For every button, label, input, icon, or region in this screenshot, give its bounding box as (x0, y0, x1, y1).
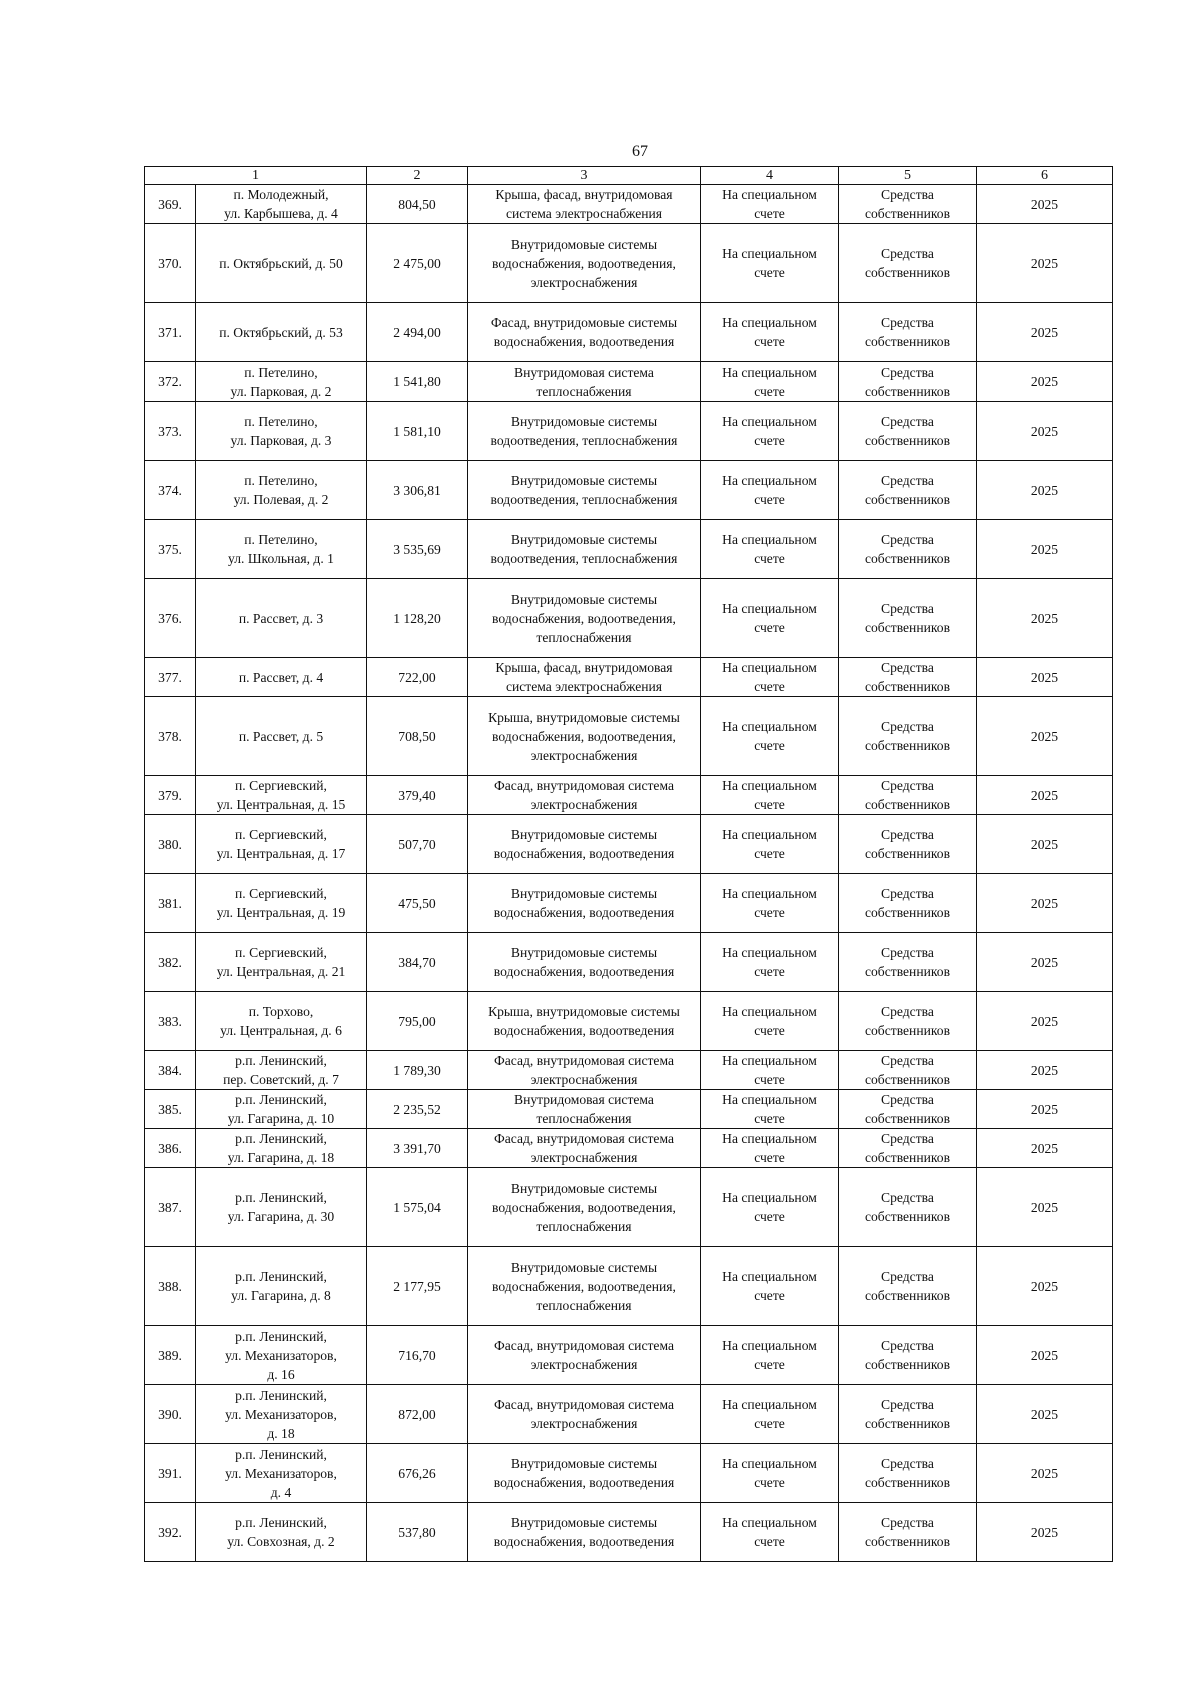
row-number-cell: 370. (145, 224, 196, 303)
account-cell: На специальном счете (701, 224, 839, 303)
account-cell: На специальном счете (701, 461, 839, 520)
funding-source-cell: Средства собственников (839, 185, 977, 224)
work-type-cell: Внутридомовая система теплоснабжения (468, 1090, 701, 1129)
table-row (145, 874, 1113, 933)
area-cell: 804,50 (367, 185, 468, 224)
column-header: 1 (145, 167, 367, 185)
work-type-cell: Внутридомовая система теплоснабжения (468, 362, 701, 402)
year-cell: 2025 (977, 992, 1113, 1051)
table-row (145, 658, 1113, 697)
year-cell: 2025 (977, 461, 1113, 520)
account-cell: На специальном счете (701, 1503, 839, 1562)
address-cell: п. Сергиевский, ул. Центральная, д. 17 (196, 815, 367, 874)
area-cell: 507,70 (367, 815, 468, 874)
address-cell: п. Молодежный, ул. Карбышева, д. 4 (196, 185, 367, 224)
column-header: 6 (977, 167, 1113, 185)
area-cell: 379,40 (367, 776, 468, 815)
address-cell: п. Петелино, ул. Школьная, д. 1 (196, 520, 367, 579)
work-type-cell: Внутридомовые системы водоснабжения, водоотведения, электроснабжения (468, 224, 701, 303)
address-cell: р.п. Ленинский, ул. Механизаторов, д. 4 (196, 1444, 367, 1503)
year-cell: 2025 (977, 697, 1113, 776)
row-number-cell: 381. (145, 874, 196, 933)
funding-source-cell: Средства собственников (839, 1503, 977, 1562)
work-type-cell: Внутридомовые системы водоснабжения, водоотведения (468, 874, 701, 933)
work-type-cell: Внутридомовые системы водоснабжения, водоотведения (468, 1444, 701, 1503)
row-number-cell: 391. (145, 1444, 196, 1503)
funding-source-cell: Средства собственников (839, 402, 977, 461)
row-number-cell: 382. (145, 933, 196, 992)
account-cell: На специальном счете (701, 658, 839, 697)
work-type-cell: Внутридомовые системы водоотведения, теплоснабжения (468, 402, 701, 461)
area-cell: 795,00 (367, 992, 468, 1051)
page-number: 67 (632, 143, 648, 160)
funding-source-cell: Средства собственников (839, 1129, 977, 1168)
funding-source-cell: Средства собственников (839, 579, 977, 658)
address-cell: р.п. Ленинский, ул. Гагарина, д. 30 (196, 1168, 367, 1247)
table-row (145, 362, 1113, 402)
account-cell: На специальном счете (701, 520, 839, 579)
area-cell: 1 581,10 (367, 402, 468, 461)
area-cell: 537,80 (367, 1503, 468, 1562)
year-cell: 2025 (977, 1247, 1113, 1326)
account-cell: На специальном счете (701, 303, 839, 362)
funding-source-cell: Средства собственников (839, 1051, 977, 1090)
work-type-cell: Фасад, внутридомовая система электроснабжения (468, 1129, 701, 1168)
address-cell: р.п. Ленинский, ул. Гагарина, д. 10 (196, 1090, 367, 1129)
table-body (145, 185, 1113, 1562)
account-cell: На специальном счете (701, 776, 839, 815)
row-number-cell: 378. (145, 697, 196, 776)
account-cell: На специальном счете (701, 1326, 839, 1385)
year-cell: 2025 (977, 1326, 1113, 1385)
work-type-cell: Внутридомовые системы водоснабжения, водоотведения (468, 815, 701, 874)
work-type-cell: Фасад, внутридомовые системы водоснабжения, водоотведения (468, 303, 701, 362)
area-cell: 1 789,30 (367, 1051, 468, 1090)
work-type-cell: Фасад, внутридомовая система электроснабжения (468, 1326, 701, 1385)
work-type-cell: Внутридомовые системы водоснабжения, водоотведения, теплоснабжения (468, 579, 701, 658)
area-cell: 716,70 (367, 1326, 468, 1385)
year-cell: 2025 (977, 933, 1113, 992)
year-cell: 2025 (977, 520, 1113, 579)
table-row (145, 1090, 1113, 1129)
row-number-cell: 376. (145, 579, 196, 658)
work-type-cell: Крыша, внутридомовые системы водоснабжения, водоотведения, электроснабжения (468, 697, 701, 776)
account-cell: На специальном счете (701, 1051, 839, 1090)
year-cell: 2025 (977, 1503, 1113, 1562)
area-cell: 3 535,69 (367, 520, 468, 579)
address-cell: п. Рассвет, д. 3 (196, 579, 367, 658)
header-row (145, 167, 1113, 185)
work-type-cell: Внутридомовые системы водоснабжения, водоотведения, теплоснабжения (468, 1168, 701, 1247)
address-cell: р.п. Ленинский, пер. Советский, д. 7 (196, 1051, 367, 1090)
funding-source-cell: Средства собственников (839, 658, 977, 697)
table-row (145, 933, 1113, 992)
funding-source-cell: Средства собственников (839, 461, 977, 520)
address-cell: п. Сергиевский, ул. Центральная, д. 19 (196, 874, 367, 933)
address-cell: п. Октябрьский, д. 50 (196, 224, 367, 303)
address-cell: п. Октябрьский, д. 53 (196, 303, 367, 362)
work-type-cell: Крыша, фасад, внутридомовая система электроснабжения (468, 658, 701, 697)
year-cell: 2025 (977, 776, 1113, 815)
table-row (145, 224, 1113, 303)
funding-source-cell: Средства собственников (839, 362, 977, 402)
account-cell: На специальном счете (701, 402, 839, 461)
row-number-cell: 377. (145, 658, 196, 697)
area-cell: 1 575,04 (367, 1168, 468, 1247)
address-cell: р.п. Ленинский, ул. Механизаторов, д. 18 (196, 1385, 367, 1444)
row-number-cell: 374. (145, 461, 196, 520)
row-number-cell: 383. (145, 992, 196, 1051)
table-row (145, 1129, 1113, 1168)
area-cell: 1 128,20 (367, 579, 468, 658)
row-number-cell: 379. (145, 776, 196, 815)
work-type-cell: Фасад, внутридомовая система электроснабжения (468, 1385, 701, 1444)
area-cell: 2 177,95 (367, 1247, 468, 1326)
area-cell: 2 494,00 (367, 303, 468, 362)
row-number-cell: 369. (145, 185, 196, 224)
row-number-cell: 371. (145, 303, 196, 362)
account-cell: На специальном счете (701, 874, 839, 933)
repair-schedule-table (144, 166, 1113, 1562)
row-number-cell: 390. (145, 1385, 196, 1444)
year-cell: 2025 (977, 579, 1113, 658)
row-number-cell: 386. (145, 1129, 196, 1168)
column-header: 5 (839, 167, 977, 185)
account-cell: На специальном счете (701, 815, 839, 874)
area-cell: 722,00 (367, 658, 468, 697)
funding-source-cell: Средства собственников (839, 1247, 977, 1326)
work-type-cell: Внутридомовые системы водоотведения, теплоснабжения (468, 520, 701, 579)
funding-source-cell: Средства собственников (839, 1385, 977, 1444)
year-cell: 2025 (977, 185, 1113, 224)
table-row (145, 1326, 1113, 1385)
row-number-cell: 392. (145, 1503, 196, 1562)
area-cell: 708,50 (367, 697, 468, 776)
year-cell: 2025 (977, 1168, 1113, 1247)
row-number-cell: 372. (145, 362, 196, 402)
address-cell: п. Рассвет, д. 4 (196, 658, 367, 697)
funding-source-cell: Средства собственников (839, 1444, 977, 1503)
column-header: 2 (367, 167, 468, 185)
area-cell: 384,70 (367, 933, 468, 992)
address-cell: п. Рассвет, д. 5 (196, 697, 367, 776)
table-row (145, 1444, 1113, 1503)
area-cell: 475,50 (367, 874, 468, 933)
account-cell: На специальном счете (701, 579, 839, 658)
table-row (145, 1503, 1113, 1562)
work-type-cell: Внутридомовые системы водоотведения, теплоснабжения (468, 461, 701, 520)
funding-source-cell: Средства собственников (839, 1090, 977, 1129)
account-cell: На специальном счете (701, 1444, 839, 1503)
account-cell: На специальном счете (701, 1090, 839, 1129)
address-cell: п. Торхово, ул. Центральная, д. 6 (196, 992, 367, 1051)
row-number-cell: 388. (145, 1247, 196, 1326)
table-row (145, 579, 1113, 658)
work-type-cell: Внутридомовые системы водоснабжения, водоотведения (468, 933, 701, 992)
funding-source-cell: Средства собственников (839, 1168, 977, 1247)
account-cell: На специальном счете (701, 992, 839, 1051)
year-cell: 2025 (977, 1129, 1113, 1168)
work-type-cell: Внутридомовые системы водоснабжения, водоотведения (468, 1503, 701, 1562)
table-row (145, 776, 1113, 815)
funding-source-cell: Средства собственников (839, 776, 977, 815)
account-cell: На специальном счете (701, 1385, 839, 1444)
table-row (145, 185, 1113, 224)
year-cell: 2025 (977, 874, 1113, 933)
row-number-cell: 384. (145, 1051, 196, 1090)
funding-source-cell: Средства собственников (839, 224, 977, 303)
funding-source-cell: Средства собственников (839, 303, 977, 362)
address-cell: р.п. Ленинский, ул. Гагарина, д. 8 (196, 1247, 367, 1326)
area-cell: 1 541,80 (367, 362, 468, 402)
funding-source-cell: Средства собственников (839, 933, 977, 992)
row-number-cell: 373. (145, 402, 196, 461)
account-cell: На специальном счете (701, 185, 839, 224)
account-cell: На специальном счете (701, 1168, 839, 1247)
column-header: 3 (468, 167, 701, 185)
year-cell: 2025 (977, 402, 1113, 461)
year-cell: 2025 (977, 1090, 1113, 1129)
address-cell: п. Сергиевский, ул. Центральная, д. 21 (196, 933, 367, 992)
work-type-cell: Внутридомовые системы водоснабжения, водоотведения, теплоснабжения (468, 1247, 701, 1326)
address-cell: р.п. Ленинский, ул. Механизаторов, д. 16 (196, 1326, 367, 1385)
address-cell: р.п. Ленинский, ул. Гагарина, д. 18 (196, 1129, 367, 1168)
funding-source-cell: Средства собственников (839, 992, 977, 1051)
year-cell: 2025 (977, 658, 1113, 697)
area-cell: 872,00 (367, 1385, 468, 1444)
funding-source-cell: Средства собственников (839, 520, 977, 579)
work-type-cell: Фасад, внутридомовая система электроснабжения (468, 776, 701, 815)
row-number-cell: 385. (145, 1090, 196, 1129)
table-row (145, 992, 1113, 1051)
year-cell: 2025 (977, 1385, 1113, 1444)
funding-source-cell: Средства собственников (839, 815, 977, 874)
table-row (145, 520, 1113, 579)
work-type-cell: Крыша, фасад, внутридомовая система электроснабжения (468, 185, 701, 224)
table-row (145, 1247, 1113, 1326)
table-row (145, 1385, 1113, 1444)
year-cell: 2025 (977, 224, 1113, 303)
year-cell: 2025 (977, 303, 1113, 362)
funding-source-cell: Средства собственников (839, 874, 977, 933)
area-cell: 2 475,00 (367, 224, 468, 303)
work-type-cell: Крыша, внутридомовые системы водоснабжения, водоотведения (468, 992, 701, 1051)
address-cell: п. Петелино, ул. Парковая, д. 3 (196, 402, 367, 461)
account-cell: На специальном счете (701, 1129, 839, 1168)
year-cell: 2025 (977, 1444, 1113, 1503)
area-cell: 2 235,52 (367, 1090, 468, 1129)
year-cell: 2025 (977, 815, 1113, 874)
account-cell: На специальном счете (701, 933, 839, 992)
table-row (145, 461, 1113, 520)
table-row (145, 402, 1113, 461)
funding-source-cell: Средства собственников (839, 697, 977, 776)
table-row (145, 697, 1113, 776)
table-row (145, 1051, 1113, 1090)
row-number-cell: 380. (145, 815, 196, 874)
address-cell: п. Петелино, ул. Полевая, д. 2 (196, 461, 367, 520)
area-cell: 3 306,81 (367, 461, 468, 520)
row-number-cell: 375. (145, 520, 196, 579)
area-cell: 676,26 (367, 1444, 468, 1503)
year-cell: 2025 (977, 362, 1113, 402)
address-cell: п. Петелино, ул. Парковая, д. 2 (196, 362, 367, 402)
table-row (145, 1168, 1113, 1247)
address-cell: р.п. Ленинский, ул. Совхозная, д. 2 (196, 1503, 367, 1562)
table-row (145, 303, 1113, 362)
account-cell: На специальном счете (701, 1247, 839, 1326)
account-cell: На специальном счете (701, 697, 839, 776)
funding-source-cell: Средства собственников (839, 1326, 977, 1385)
year-cell: 2025 (977, 1051, 1113, 1090)
row-number-cell: 389. (145, 1326, 196, 1385)
address-cell: п. Сергиевский, ул. Центральная, д. 15 (196, 776, 367, 815)
column-header: 4 (701, 167, 839, 185)
area-cell: 3 391,70 (367, 1129, 468, 1168)
table-row (145, 815, 1113, 874)
row-number-cell: 387. (145, 1168, 196, 1247)
account-cell: На специальном счете (701, 362, 839, 402)
work-type-cell: Фасад, внутридомовая система электроснабжения (468, 1051, 701, 1090)
